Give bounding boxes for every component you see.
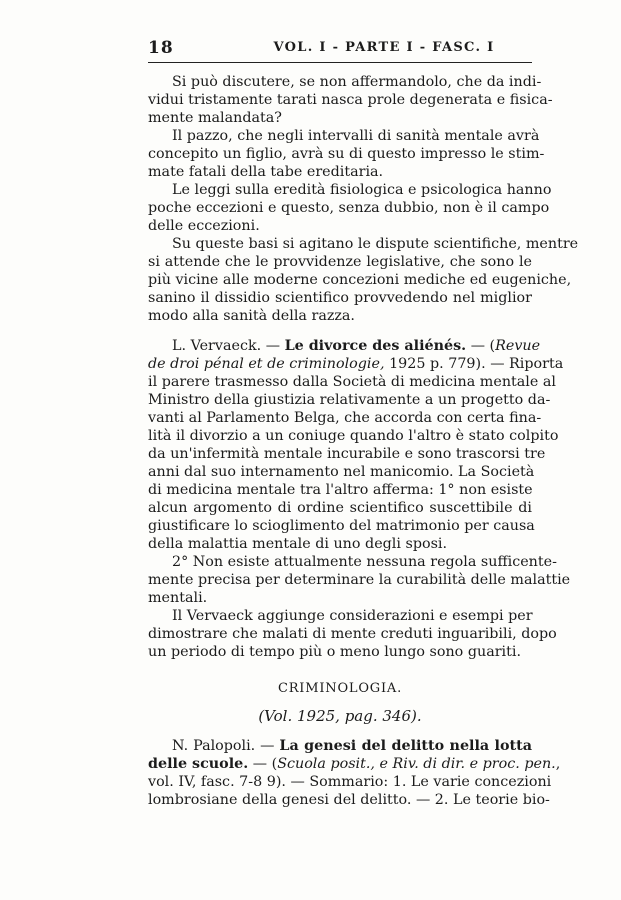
entry-title: Le divorce des aliénés. <box>284 338 467 354</box>
text-line: 2° Non esiste attualmente nessuna regola sufficente- <box>172 554 557 570</box>
entry-source: Revue <box>495 338 541 354</box>
text-line: Il Vervaeck aggiunge considerazioni e esempi per <box>172 608 533 624</box>
entry-title: La genesi del delitto nella lotta <box>279 738 532 754</box>
text-line: il parere trasmesso dalla Società di medicina mentale al <box>148 374 556 390</box>
text-line: Su queste basi si agitano le dispute scientifiche, mentre <box>172 236 579 252</box>
text-line: Le leggi sulla eredità fisiologica e psicologica hanno <box>172 182 552 198</box>
text-line: lombrosiane della genesi del delitto. — 2. Le teorie bio- <box>148 792 550 808</box>
text-line: mentali. <box>148 590 208 606</box>
page-number: 18 <box>148 38 174 58</box>
text-line: Ministro della giustizia relativamente a un progetto da- <box>148 392 551 408</box>
text-line: concepito un figlio, avrà su di questo impresso le stim- <box>148 146 545 162</box>
text-line: mente malandata? <box>148 110 282 126</box>
text-line: poche eccezioni e questo, senza dubbio, non è il campo <box>148 200 550 216</box>
text-line: giustificare lo scioglimento del matrimonio per causa <box>148 518 535 534</box>
text-line: mente precisa per determinare la curabilità delle malattie <box>148 572 571 588</box>
header-rule <box>148 62 532 63</box>
text-line: alcun argomento di ordine scientifico suscettibile di <box>148 500 532 516</box>
text-line: più vicine alle moderne concezioni mediche ed eugeniche, <box>148 272 572 288</box>
text-line: sanino il dissidio scientifico provvedendo nel miglior <box>148 290 532 306</box>
text-line: di medicina mentale tra l'altro afferma: 1° non esiste <box>148 482 533 498</box>
text-line: modo alla sanità della razza. <box>148 308 355 324</box>
entry-source-line: de droi pénal et de criminologie, 1925 p. 779). — Riporta <box>148 356 564 372</box>
text-line: vol. IV, fasc. 7-8 9). — Sommario: 1. Le varie concezioni <box>148 774 552 790</box>
text-line: vidui tristamente tarati nasca prole degenerata e fisica- <box>148 92 553 108</box>
page-header <box>148 38 532 60</box>
section-reference: (Vol. 1925, pag. 346). <box>258 707 422 725</box>
text-line: della malattia mentale di uno degli sposi. <box>148 536 448 552</box>
text-line: un periodo di tempo più o meno lungo sono guariti. <box>148 644 521 660</box>
section-title: CRIMINOLOGIA. <box>277 681 403 696</box>
text-line: si attende che le provvidenze legislative, che sono le <box>148 254 532 270</box>
text-line: delle eccezioni. <box>148 218 260 234</box>
text-line: vanti al Parlamento Belga, che accorda con certa fina- <box>148 410 542 426</box>
text-line: anni dal suo internamento nel manicomio. La Società <box>148 464 535 480</box>
entry-heading: L. Vervaeck. — Le divorce des aliénés. — (Revue <box>172 338 541 354</box>
text-line: mate fatali della tabe ereditaria. <box>148 164 384 180</box>
entry-source: Scuola posit., e Riv. di dir. e proc. pen. <box>277 756 556 772</box>
text-line: Il pazzo, che negli intervalli di sanità mentale avrà <box>172 128 540 144</box>
entry-author: N. Palopoli. <box>172 738 256 754</box>
text-line: Si può discutere, se non affermandolo, che da indi- <box>172 74 542 90</box>
entry-source-line: delle scuole. — (Scuola posit., e Riv. di dir. e proc. pen., <box>148 756 561 772</box>
running-head: VOL. I - PARTE I - FASC. I <box>273 40 495 55</box>
entry-author: L. Vervaeck. <box>172 338 262 354</box>
text-line: lità il divorzio a un coniuge quando l'altro è stato colpito <box>148 428 559 444</box>
text-line: dimostrare che malati di mente creduti inguaribili, dopo <box>148 626 557 642</box>
text-line: da un'infermità mentale incurabile e sono trascorsi tre <box>148 446 546 462</box>
entry-heading: N. Palopoli. — La genesi del delitto nella lotta <box>172 738 532 754</box>
